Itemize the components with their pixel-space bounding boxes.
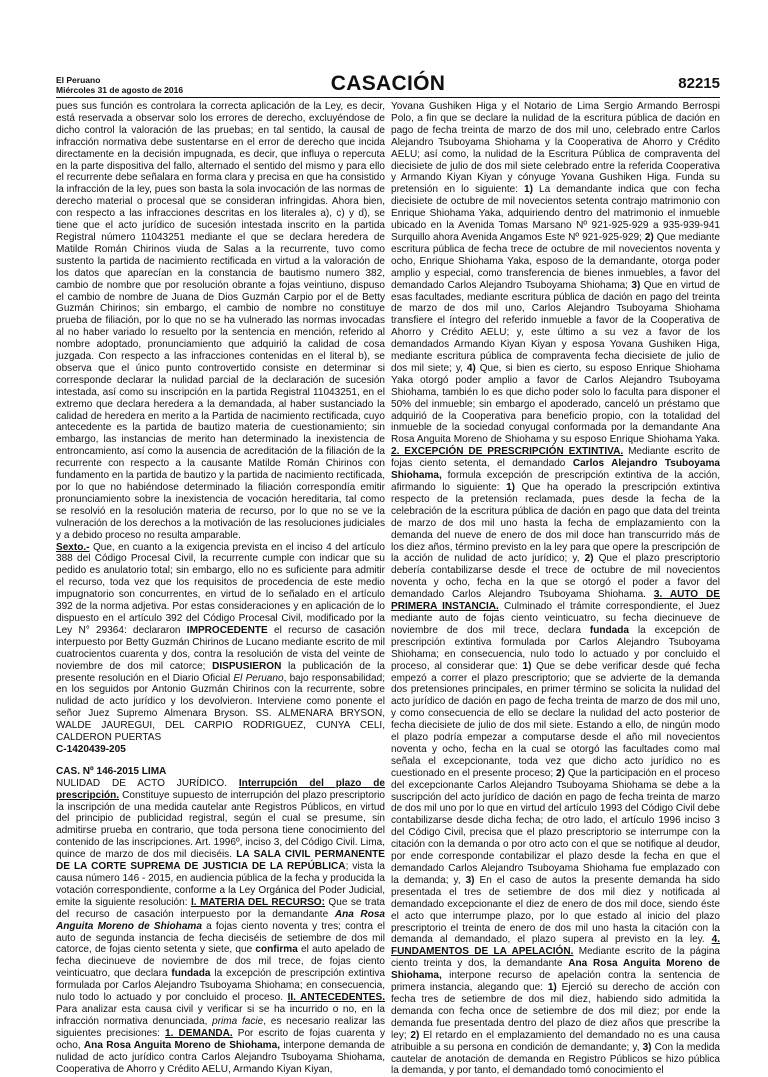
paragraph-sexto: Sexto.- Que, en cuanto a la exigencia prevista en el inciso 4 del artículo 388 del Código Procesal Civil, la recurrente cumple con indicar que su pedido es anulatorio total; sin embargo, ello no es suficiente para admitir el recurso, toda vez que los requisitos de procedencia de este medio impugnatorio son concurrentes, en virtud de lo señalado en el artículo 392 de la norma adjetiva. Por estas consideraciones y en aplicación de lo dispuesto en el artículo 392 del Código Procesal Civil, modificado por la Ley N° 29364: declararon IMPROCEDENTE el recurso de casación interpuesto por Betty Guzmán Chirinos de Lucano mediante escrito de mil cuatrocientos cuarenta y dos, contra la resolución de vista del veinte de noviembre de dos mil catorce; DISPUSIERON la publicación de la presente resolución en el Diario Oficial El Peruano, bajo responsabilidad; en los seguidos por Antonio Guzmán Chirinos con la recurrente, sobre nulidad de acto jurídico y los devolvieron. Interviene como ponente el señor Juez Supremo Almenara Bryson. SS. ALMENARA BRYSON, WALDE JAUREGUI, DEL CARPIO RODRIGUEZ, CUNYA CELI, CALDERON PUERTAS bbox=[56, 541, 386, 744]
paragraph-infraccion: pues sus función es controlara la correcta aplicación de la Ley, es decir, está reservada a observar solo los errores de derecho, excluyéndose de dicho control la valoración de las pruebas; en tal sentido, la causal de infracción normativa debe sustentarse en el error de derecho que incida directamente en la decisión impugnada, es decir, que influya o repercuta en la parte dispositiva del fallo, alternado el sentido del mismo y para ello el recurrente debe señalara en forma clara y precisa en que ha consistido la infracción de la ley, pues son basta la sola invocación de las normas de derecho material o procesal que se consideran infringidas. Ahora bien, con respecto a las infracciones descritas en los literales a), c) y d), se tiene que el acto jurídico de sucesión intestada inscrito en la partida Registral número 11043251 mediante el que se declara heredera de Matilde Román Chirinos viuda de Salas a la recurrente, tuvo como sustento la partida de nacimiento rectificada en virtud a la valoración de los datos que aparecían en la constancia de bautismo numero 382, cambio de nombre que por resolución obrante a fojas veintiuno, dispuso el cambio de nombre de Juana de Dios Guzmán Carpio por el de Betty Guzmán Chirinos; sin embargo, el cambio de nombre no constituye prueba de filiación, por lo que no se ha vulnerado las normas invocadas al no haber variado lo resuelto por la sentencia en mención, referido al nombre adoptado, pronunciamiento que adquirió la calidad de cosa juzgada. Con respecto a las infracciones contenidas en el literal b), se observa que el único punto controvertido consiste en determinar si corresponde declarar la nulidad parcial de la declaración de sucesión intestada, así como su inscripción en la partida Registral 11043251, en el extremo que declara heredera a la demandada, al haber sustanciado la calidad de heredera en merito a la Partida de nacimiento rectificada, cuyo antecedente es la partida de bautizo materia de cuestionamiento; sin embargo, las instancias de merito han determinado la inexistencia de entroncamiento, así como la ausencia de acreditación de la filiación de la recurrente con respecto a la causante Matilde Román Chirinos con fundamento en la partida de bautizo y la partida de nacimiento rectificada, por lo que no habiéndose determinado la filiación correspondía emitir pronunciamiento sobre la inexistencia de vocación hereditaria, tal como se resolvió en la resolución materia de recurso, por lo que no se ve la vulneración de los derechos a la motivación de las resoluciones judiciales y a debido proceso no resulta amparable. bbox=[56, 101, 385, 541]
page-header bbox=[56, 72, 720, 98]
left-column bbox=[56, 101, 386, 1075]
paragraph-cas-146-2015: NULIDAD DE ACTO JURÍDICO. Interrupción del plazo de prescripción. Constituye supuesto de interrupción del plazo prescriptorio la inscripción de una medida cautelar ante Registros Públicos, en virtud del principio de publicidad registral, según el cual se presume, sin admitirse prueba en contrario, que toda persona tiene conocimiento del contenido de las inscripciones. Art. 1996º, inciso 3, del Código Civil. Lima, quince de marzo de dos mil dieciséis. LA SALA CIVIL PERMANENTE DE LA CORTE SUPREMA DE JUSTICIA DE LA REPÚBLICA; vista la causa número 146 - 2015, en audiencia pública de la fecha y producida la votación correspondiente, conforme a la Ley Orgánica del Poder Judicial, emite la siguiente resolución: I. MATERIA DEL RECURSO: Que se trata del recurso de casación interpuesto por la demandante Ana Rosa Anguita Moreno de Shiohama a fojas ciento noventa y tres; contra el auto de segunda instancia de fecha dieciséis de setiembre de dos mil catorce, de fojas ciento setenta y siete, que confirma el auto apelado de fecha diecinueve de noviembre de dos mil trece, de fojas ciento veinticuatro, que declara fundada la excepción de prescripción extintiva formulada por Carlos Alejandro Tsuboyama Shiohama; en consecuencia, nulo todo lo actuado y por concluido el proceso. II. ANTECEDENTES. Para analizar esta causa civil y verificar si se ha incurrido o no, en la infracción normativa denunciada, prima facie, es necesario realizar las siguientes precisiones: 1. DEMANDA. Por escrito de fojas cuarenta y ocho, Ana Rosa Anguita Moreno de Shiohama, interpone demanda de nulidad de acto jurídico contra Carlos Alejandro Tsuboyama Shiohama, Cooperativa de Ahorro y Crédito AELU, Armando Kiyan Kiyan, bbox=[56, 777, 386, 1075]
publication-code: C-1420439-205 bbox=[56, 743, 126, 755]
publication-date: Miércoles 31 de agosto de 2016 bbox=[56, 85, 184, 95]
paragraph-demanda-cont: Yovana Gushiken Higa y el Notario de Lima Sergio Armando Berrospi Polo, a fin que se declare la nulidad de la escritura pública de dación en pago de fecha treinta de marzo de dos mil uno, celebrado entre Carlos Alejandro Tsuboyama Shiohama y la Cooperativa de Ahorro y Crédito AELU; así como, la nulidad de la Escritura Pública de compraventa del diecisiete de julio de dos mil siete celebrado entre la referida Cooperativa y Armando Kiyan Kiyan y cónyuge Yovana Gushiken Higa. Funda su pretensión en lo siguiente: 1) La demandante indica que con fecha diecisiete de octubre de mil novecientos setenta contrajo matrimonio con Enrique Shiohama Yaka, adquiriendo dentro del matrimonio el inmueble ubicado en la Avenida Tomas Marsano Nº 921-925-929 a 935-939-941 Surquillo ahora Avenida Angamos Este Nº 921-925-929; 2) Que mediante escritura pública de fecha trece de octubre de mil novecientos noventa y ocho, Enrique Shiohama Yaka, esposo de la demandante, otorga poder amplio y especial, como transferencia de bienes inmuebles, a favor del demandado Carlos Alejandro Tsuboyama Shiohama; 3) Que en virtud de esas facultades, mediante escritura pública de dación en pago del treinta de marzo de dos mil uno, Carlos Alejandro Tsuboyama Shiohama transfiere el íntegro del referido inmueble a favor de la Cooperativa de Ahorro y Crédito AELU; y, este último a su vez a favor de los demandados Armando Kiyan Kiyan y esposa Yovana Gushiken Higa, mediante escritura pública de compraventa fecha diecisiete de julio de dos mil siete; y, 4) Que, si bien es cierto, su esposo Enrique Shiohama Yaka otorgó poder amplio a favor de Carlos Alejandro Tsuboyama Shiohama, también lo es que dicho poder solo lo faculta para disponer el 50% del inmueble; sin embargo el apoderado, canceló un préstamo que adquirió de la Cooperativa para beneficio propio, con la totalidad del inmueble de la sociedad conyugal conformada por la demandante Ana Rosa Anguita Moreno de Shiohama y su esposo Enrique Shiohama Yaka. 2. EXCEPCIÓN DE PRESCRIPCIÓN EXTINTIVA. Mediante escrito de fojas ciento setenta, el demandado Carlos Alejandro Tsuboyama Shiohama, formula excepción de prescripción extintiva de la acción, afirmando lo siguiente: 1) Que ha operado la prescripción extintiva respecto de la pretensión reclamada, pues desde la fecha de la celebración de la escritura pública de dación en pago que data del treinta de marzo de dos mil uno hasta la fecha de emplazamiento con la demanda del nueve de enero de dos mil doce han transcurrido más de los diez años, término previsto en la ley para que opere la prescripción de la acción de nulidad de acto jurídico; y, 2) Que el plazo prescriptorio debería contabilizarse desde el trece de octubre de mil novecientos noventa y ocho, fecha en la que se otorgó el poder a favor del demandado Carlos Alejandro Tsuboyama Shiohama. 3. AUTO DE PRIMERA INSTANCIA. Culminado el trámite correspondiente, el Juez mediante auto de fojas ciento veinticuatro, su fecha diecinueve de noviembre de dos mil trece, declara fundada la excepción de prescripción extintiva formulada por Carlos Alejandro Tsuboyama Shiohama; en consecuencia, nulo todo lo actuado y por concluido el proceso, al considerar que: 1) Que se debe verificar desde qué fecha empezó a correr el plazo prescriptorio; que se advierte de la demanda dos pretensiones principales, en primer término se solicita la nulidad del acto jurídico de dación en pago de fecha treinta de marzo de dos mil uno, y como consecuencia de ello se declare la nulidad del acto posterior de fecha diecisiete de julio de dos mil siete. Estando a ello, de ningún modo el plazo podría empezar a computarse desde el año mil novecientos noventa y ocho, fecha en la cual se otorgó las facultades como mal señala el excepcionante, toda vez que dicho acto jurídico no es cuestionado en el presente proceso; 2) Que la participación en el proceso del excepcionante Carlos Alejandro Tsuboyama Shiohama se debe a la suscripción del acto jurídico de dación en pago de fecha treinta de marzo de dos mil uno por lo que en virtud del artículo 1993 del Código Civil debe contabilizarse desde dicha fecha; de otro lado, el artículo 1996 inciso 3 del Código Civil, precisa que el plazo prescriptorio se interrumpe con la citación con la demanda o por otro acto con el que se notifique al deudor, por ende corresponde contabilizar el plazo desde la fecha en que el demandado Carlos Alejandro Tsuboyama Shiohama fue emplazado con la demanda; y, 3) En el caso de autos la presente demanda ha sido presentada el tres de setiembre de dos mil diez y notificada al demandado excepcionante el diez de enero de dos mil doce, siendo éste el acto que interrumpe plazo, por lo que estado al inicio del plazo prescriptorio el treinta de enero de dos mil uno hasta la citación con la demanda al demandado, el plazo supera al previsto en la ley. 4. FUNDAMENTOS DE LA APELACIÓN. Mediante escrito de la página ciento treinta y dos, la demandante Ana Rosa Anguita Moreno de Shiohama, interpone recurso de apelación contra la sentencia de primera instancia, alegando que: 1) Ejerció su derecho de acción con fecha tres de setiembre de dos mil diez, habiendo sido admitida la demanda con fecha once de setiembre de dos mil diez; por ende la demanda fue presentada dentro del plazo de diez años que prescribe la ley; 2) El retardo en el emplazamiento del demandado no es una causa atribuible a su persona en condición de demandante; y, 3) Con la medida cautelar de anotación de demanda en Registro Públicos se hizo pública la demanda, y por tanto, el demandado tomó conocimiento el bbox=[391, 101, 721, 1077]
section-title: CASACIÓN bbox=[330, 72, 446, 95]
newspaper-name: El Peruano bbox=[56, 75, 101, 85]
case-title: CAS. Nº 146-2015 LIMA bbox=[56, 765, 167, 777]
right-column bbox=[391, 101, 721, 1077]
page-number: 82215 bbox=[678, 75, 720, 92]
